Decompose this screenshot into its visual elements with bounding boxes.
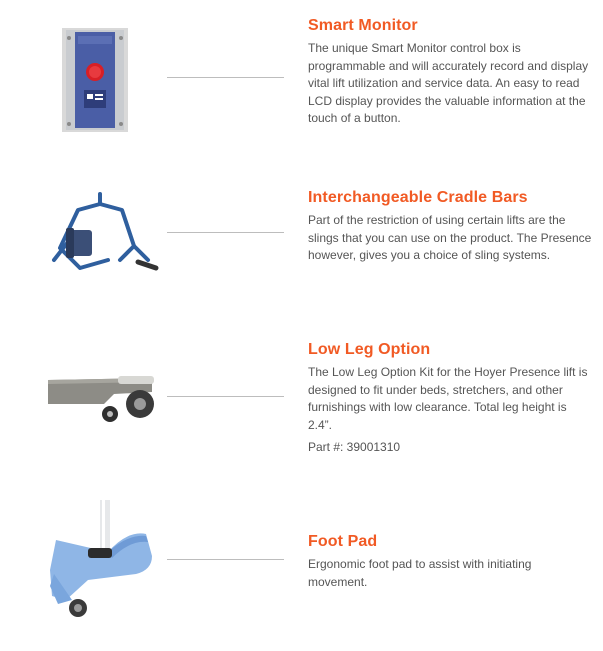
feature-description: The Low Leg Option Kit for the Hoyer Presence lift is designed to fit under beds, stretchers, and other furnishings with low clearance. Total leg height is 2.4”. [308, 365, 588, 432]
part-number: Part #: 39001310 [308, 440, 401, 454]
feature-description: Ergonomic foot pad to assist with initiating movement. [308, 557, 532, 589]
connector-line [167, 559, 284, 560]
feature-text [308, 340, 593, 457]
feature-text [308, 188, 593, 265]
connector-line [167, 396, 284, 397]
cradle-bar-image [48, 190, 160, 276]
low-leg-image [48, 374, 158, 424]
connector-line [167, 77, 284, 78]
feature-title: Interchangeable Cradle Bars [308, 189, 528, 206]
feature-title: Low Leg Option [308, 341, 431, 358]
feature-text [308, 16, 593, 128]
feature-title: Smart Monitor [308, 17, 418, 34]
feature-text [308, 532, 593, 591]
smart-monitor-image [62, 28, 128, 132]
feature-description: The unique Smart Monitor control box is programmable and will accurately record and display vital lift utilization and service data. An easy to read LCD display provides the valuable information at the touch of a button. [308, 41, 589, 125]
foot-pad-image [48, 500, 158, 620]
connector-line [167, 232, 284, 233]
feature-description: Part of the restriction of using certain lifts are the slings that you can use on the product. The Presence however, gives you a choice of sling systems. [308, 213, 592, 262]
feature-title: Foot Pad [308, 533, 378, 550]
